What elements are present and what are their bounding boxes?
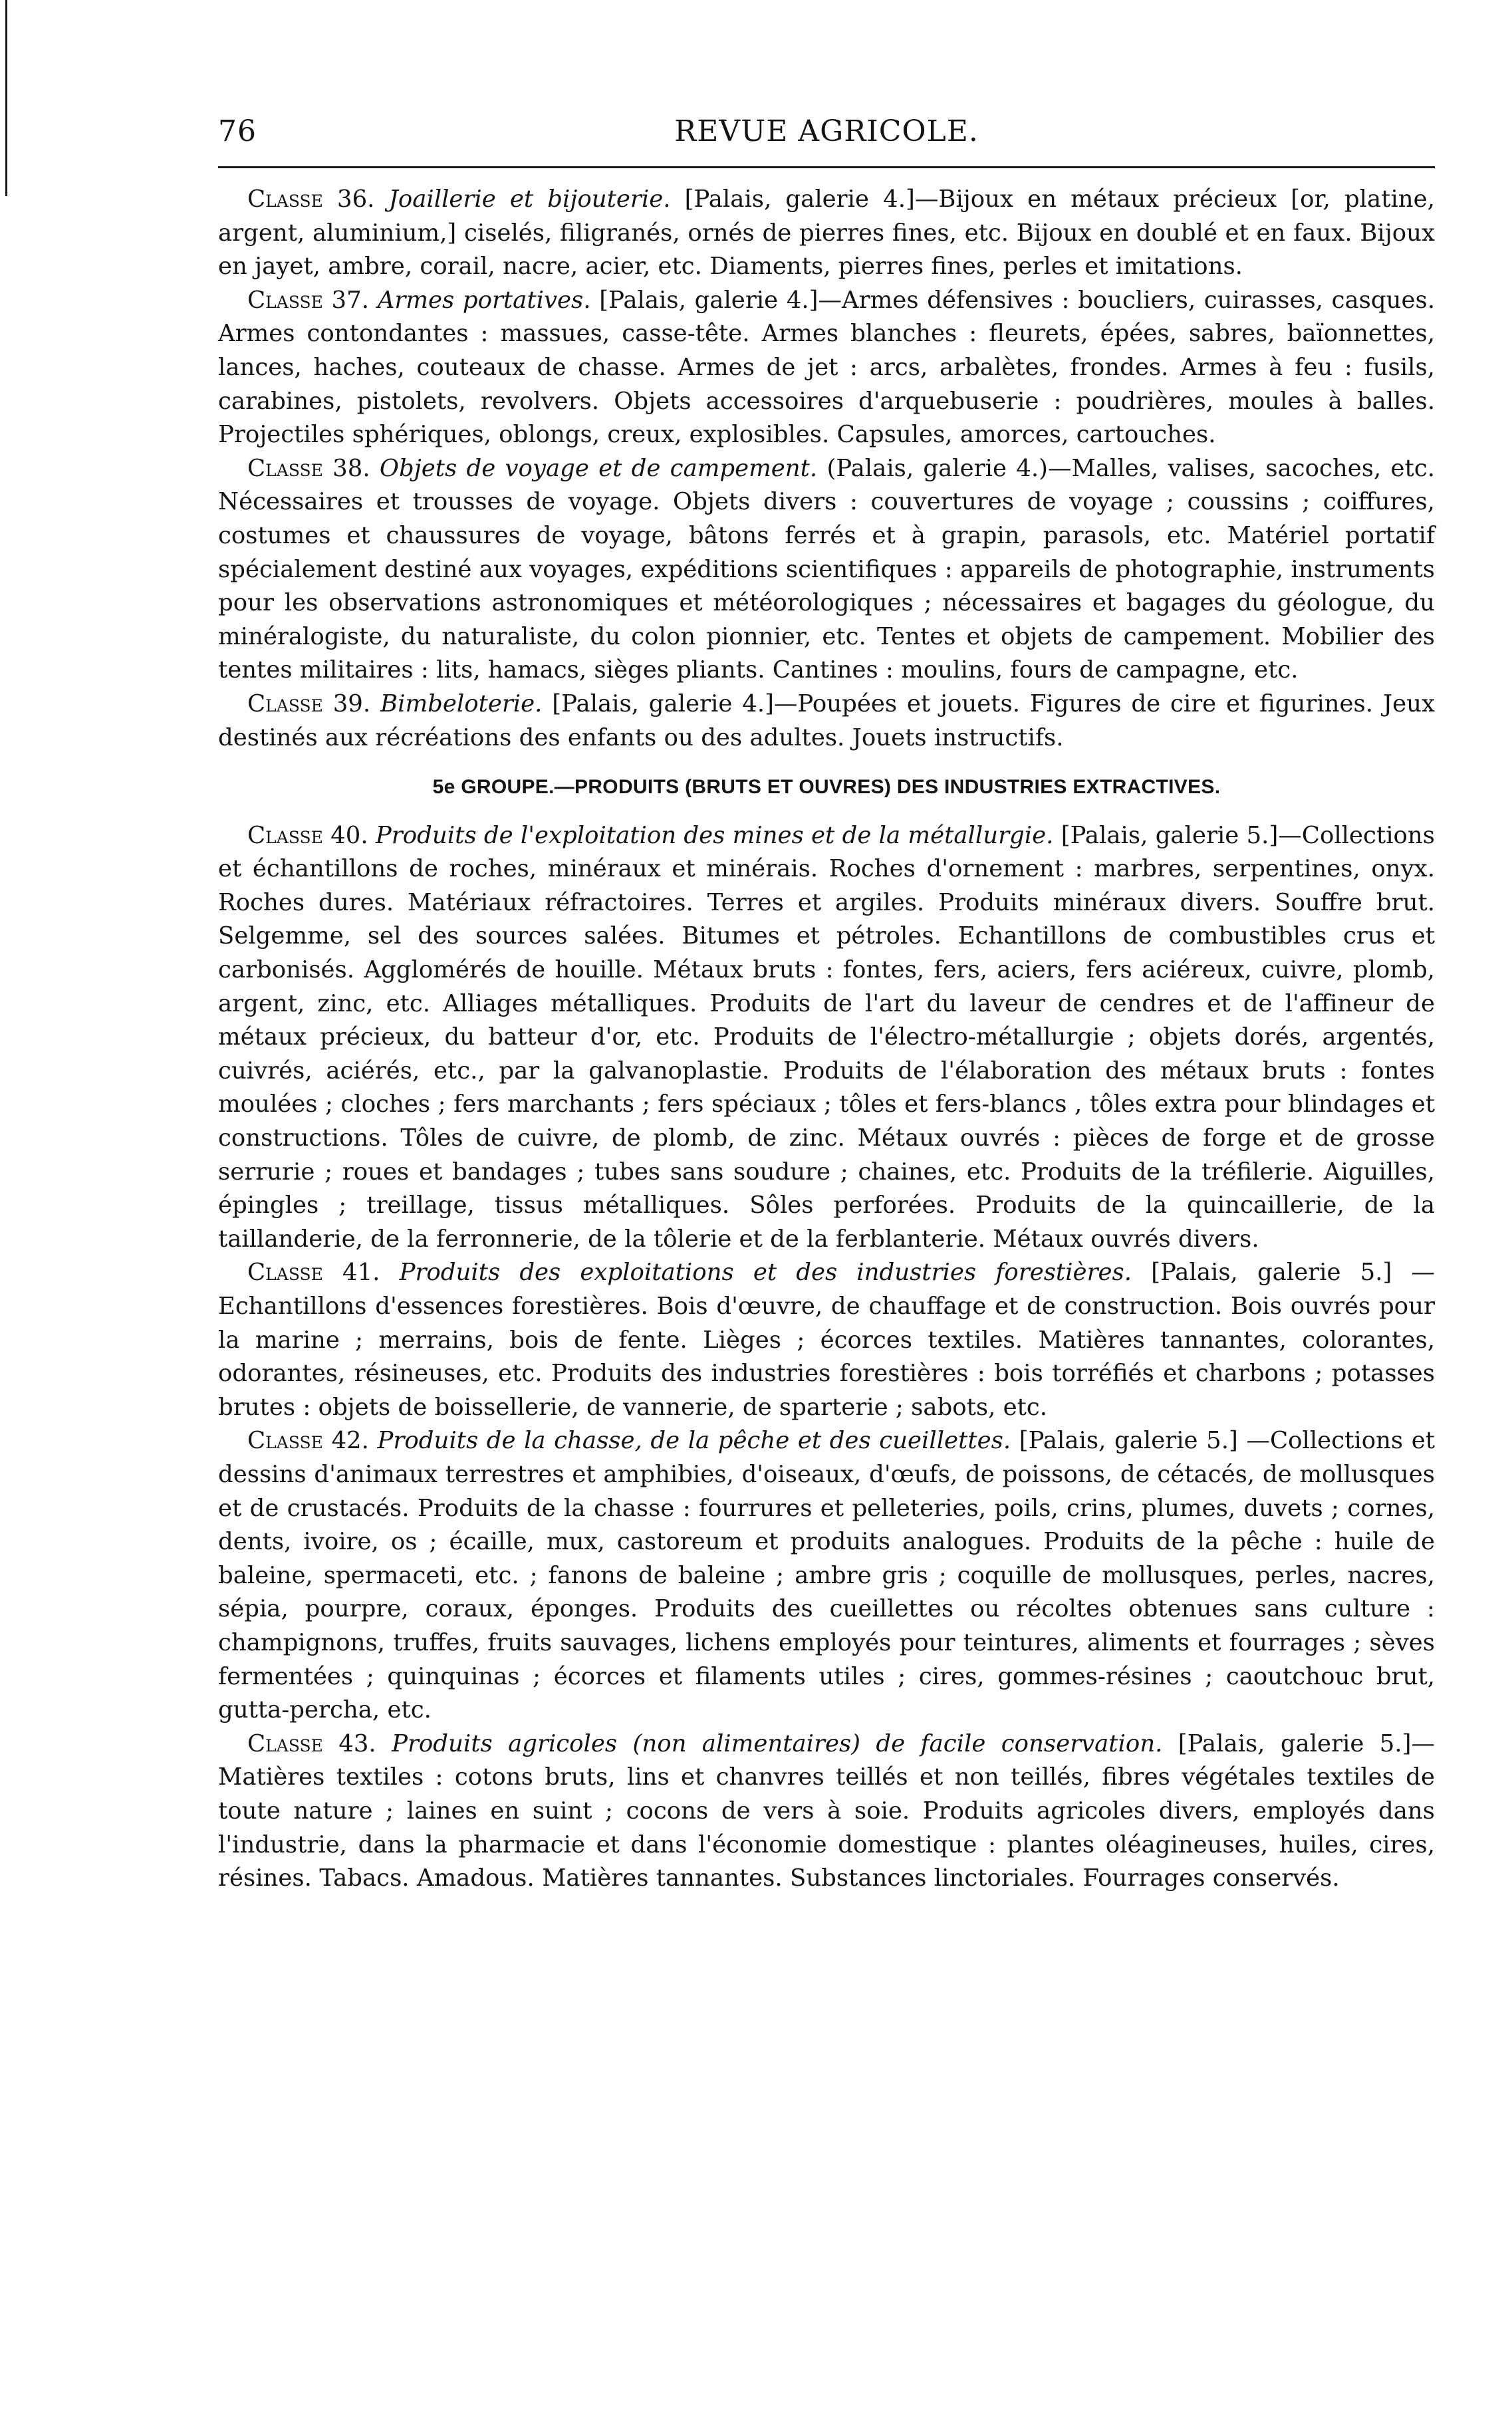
page bbox=[218, 114, 1435, 1896]
class-label: Classe 42. bbox=[247, 1427, 369, 1455]
class-text: (Palais, galerie 4.)—Malles, valises, sacoches, etc. Nécessaires et trousses de voyage. Objets divers : couvertures de voyage ; coussins ; coiffures, costumes et chaussures de voyage, bâtons ferrés et à grapin, parasols, etc. Matériel portatif spécialement destiné aux voyages, expéditions scientifiques : appareils de photographie, instruments pour les observations astronomiques et météorologiques ; nécessaires et bagages du géologue, du minéralogiste, du naturaliste, du colon pionnier, etc. Tentes et objets de campement. Mobilier des tentes militaires : lits, hamacs, sièges pliants. Cantines : moulins, fours de campagne, etc. bbox=[218, 454, 1435, 684]
page-number: 76 bbox=[218, 114, 257, 148]
running-title: REVUE AGRICOLE. bbox=[674, 114, 979, 148]
class-title: Objets de voyage et de campement. bbox=[379, 454, 818, 482]
class-label: Classe 39. bbox=[247, 690, 371, 717]
group-heading: 5e GROUPE.—PRODUITS (BRUTS ET OUVRES) DES INDUSTRIES EXTRACTIVES. bbox=[432, 776, 1221, 799]
class-entry-36 bbox=[218, 183, 1435, 284]
class-text: [Palais, galerie 5.]—Collections et échantillons de roches, minéraux et minérais. Roches d'ornement : marbres, serpentines, onyx. Roches dures. Matériaux réfractoires. Terres et argiles. Produits minéraux divers. Souffre brut. Selgemme, sel des sources salées. Bitumes et pétroles. Echantillons de combustibles crus et carbonisés. Agglomérés de houille. Métaux bruts : fontes, fers, aciers, fers aciéreux, cuivre, plomb, argent, zinc, etc. Alliages métalliques. Produits de l'art du laveur de cendres et de l'affineur de métaux précieux, du batteur d'or, etc. Produits de l'électro-métallurgie ; objets dorés, argentés, cuivrés, aciérés, etc., par la galvanoplastie. Produits de l'élaboration des métaux bruts : fontes moulées ; cloches ; fers marchants ; fers spéciaux ; tôles et fers-blancs , tôles extra pour blindages et constructions. Tôles de cuivre, de plomb, de zinc. Métaux ouvrés : pièces de forge et de grosse serrurie ; roues et bandages ; tubes sans soudure ; chaines, etc. Produits de la tréfilerie. Aiguilles, épingles ; treillage, tissus métalliques. Sôles perforées. Produits de la quincaillerie, de la taillanderie, de la ferronnerie, de la tôlerie et de la ferblanterie. Métaux ouvrés divers. bbox=[218, 821, 1435, 1253]
class-label: Classe 43. bbox=[247, 1729, 376, 1757]
class-title: Produits des exploitations et des industries forestières. bbox=[399, 1259, 1132, 1287]
class-text: [Palais, galerie 5.]—Matières textiles : cotons bruts, lins et chanvres teillés et non teillés, fibres végétales textiles de toute nature ; laines en suint ; cocons de vers à soie. Produits agricoles divers, employés dans l'industrie, dans la pharmacie et dans l'économie domestique : plantes oléagineuses, huiles, cires, résines. Tabacs. Amadous. Matières tannantes. Substances linctoriales. Fourrages conservés. bbox=[218, 1729, 1435, 1892]
header-rule bbox=[218, 166, 1435, 168]
class-title: Bimbeloterie. bbox=[380, 690, 543, 717]
class-entry-40 bbox=[218, 819, 1435, 1257]
class-text: [Palais, galerie 4.]—Bijoux en métaux précieux [or, platine, argent, aluminium,] ciselés, filigranés, ornés de pierres fines, etc. Bijoux en doublé et en faux. Bijoux en jayet, ambre, corail, nacre, acier, etc. Diaments, pierres fines, perles et imitations. bbox=[218, 186, 1435, 281]
class-entry-37 bbox=[218, 284, 1435, 452]
class-text: [Palais, galerie 5.] —Collections et dessins d'animaux terrestres et amphibies, d'oiseaux, d'œufs, de poissons, de cétacés, de mollusques et de crustacés. Produits de la chasse : fourrures et pelleteries, poils, crins, plumes, duvets ; cornes, dents, ivoire, os ; écaille, mux, castoreum et produits analogues. Produits de la pêche : huile de baleine, spermaceti, etc. ; fanons de baleine ; ambre gris ; coquille de mollusques, perles, nacres, sépia, pourpre, coraux, éponges. Produits des cueillettes ou récoltes obtenues sans culture : champignons, truffes, fruits sauvages, lichens employés pour teintures, aliments et fourrages ; sèves fermentées ; quinquinas ; écorces et filaments utiles ; cires, gommes-résines ; caoutchouc brut, gutta-percha, etc. bbox=[218, 1427, 1436, 1724]
body-text bbox=[218, 183, 1435, 1896]
class-label: Classe 41. bbox=[247, 1259, 380, 1287]
class-title: Joaillerie et bijouterie. bbox=[388, 186, 671, 213]
class-entry-38 bbox=[218, 452, 1435, 688]
class-title: Produits de l'exploitation des mines et de la métallurgie. bbox=[375, 821, 1054, 849]
class-entry-42 bbox=[218, 1424, 1435, 1727]
class-entry-39 bbox=[218, 688, 1435, 755]
class-title: Produits agricoles (non alimentaires) de facile conservation. bbox=[392, 1729, 1163, 1757]
class-entry-43 bbox=[218, 1727, 1435, 1896]
class-title: Produits de la chasse, de la pêche et des cueillettes. bbox=[377, 1427, 1011, 1455]
class-label: Classe 38. bbox=[247, 454, 370, 482]
class-label: Classe 40. bbox=[247, 821, 368, 849]
class-text: [Palais, galerie 4.]—Armes défensives : boucliers, cuirasses, casques. Armes contondantes : massues, casse-tête. Armes blanches : fleurets, épées, sabres, baïonnettes, lances, haches, couteaux de chasse. Armes de jet : arcs, arbalètes, frondes. Armes à feu : fusils, carabines, pistolets, revolvers. Objets accessoires d'arquebuserie : poudrières, moules à balles. Projectiles sphériques, oblongs, creux, explosibles. Capsules, amorces, cartouches. bbox=[218, 286, 1435, 449]
class-label: Classe 36. bbox=[247, 186, 375, 213]
class-entry-41 bbox=[218, 1256, 1435, 1424]
class-text: [Palais, galerie 5.] —Echantillons d'essences forestières. Bois d'œuvre, de chauffage et de construction. Bois ouvrés pour la marine ; merrains, bois de fente. Lièges ; écorces textiles. Matières tannantes, colorantes, odorantes, résineuses, etc. Produits des industries forestières : bois torréfiés et charbons ; potasses brutes : objets de boissellerie, de vannerie, de sparterie ; sabots, etc. bbox=[218, 1259, 1435, 1421]
running-head bbox=[218, 114, 1435, 161]
class-label: Classe 37. bbox=[247, 286, 370, 314]
margin-binding-rule bbox=[5, 0, 7, 196]
class-text: [Palais, galerie 4.]—Poupées et jouets. Figures de cire et figurines. Jeux destinés aux récréations des enfants ou des adultes. Jouets instructifs. bbox=[218, 690, 1435, 751]
class-title: Armes portatives. bbox=[377, 286, 591, 314]
